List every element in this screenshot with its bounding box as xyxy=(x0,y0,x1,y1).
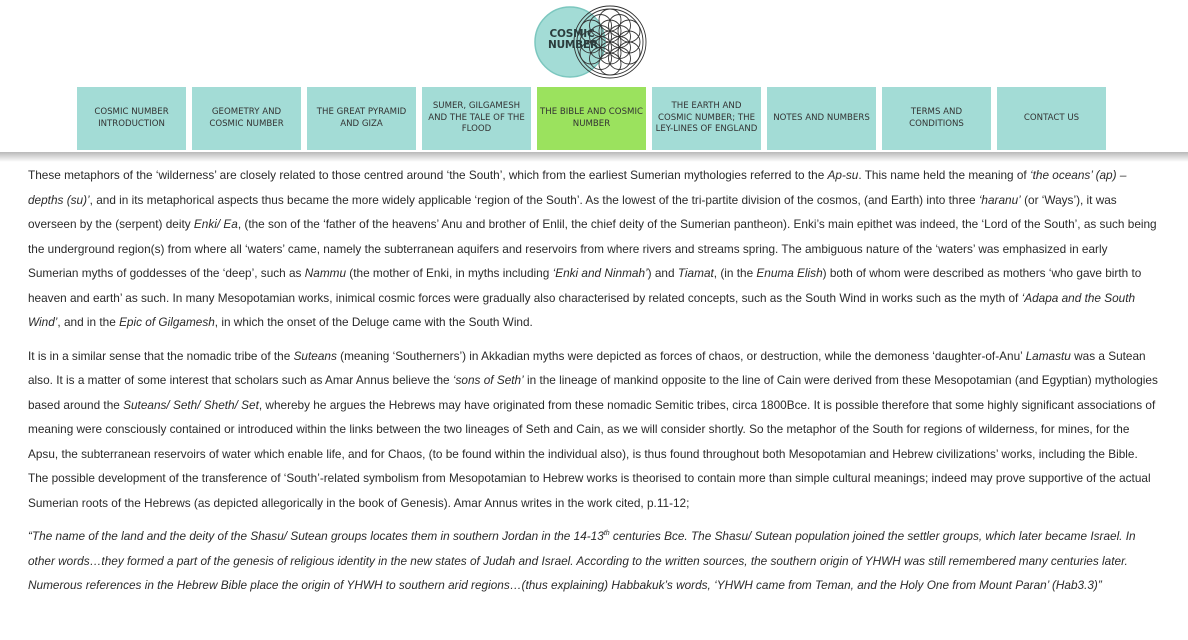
text-run: (or ‘Ways’), it was overseen by the (serpent) deity xyxy=(28,192,1117,231)
nav-item-label: THE GREAT PYRAMID AND GIZA xyxy=(316,107,407,129)
nav-item-sumer-gilgamesh[interactable] xyxy=(422,87,531,150)
nav-item-earth-and-ley-lines[interactable] xyxy=(652,87,761,150)
emphasis-lamastu: Lamastu xyxy=(1025,348,1071,363)
logo-line-2: NUMBER xyxy=(548,39,598,51)
nav-item-label: GEOMETRY AND COSMIC NUMBER xyxy=(209,107,284,129)
emphasis-adapa: ‘Adapa and the South Wind’ xyxy=(28,290,1136,329)
emphasis-enki-ninmah: ‘Enki and Ninmah’ xyxy=(552,266,648,280)
text-run: (meaning ‘Southerners’) in Akkadian myths were depicted as forces of chaos, or destruction, while the demoness ‘daughter-of-Anu’ xyxy=(336,348,1026,363)
nav-item-great-pyramid[interactable] xyxy=(307,87,416,150)
nav-item-label: TERMS AND CONDITIONS xyxy=(909,107,964,129)
logo-line-1: COSMIC xyxy=(549,28,595,40)
emphasis-suteans-seth: Suteans/ Seth/ Sheth/ Set xyxy=(123,397,259,412)
text-run: , (the son of the ‘father of the heavens’ Anu and brother of Enlil, the chief deity of the Sumerian pantheon). Enki’s main epithet was indeed, the ‘Lord of the South’, as such being the underground region(s) from where all ‘waters’ came, namely the subterranean aquifers and reservoirs from where rivers and streams spring. The ambiguous nature of the ‘waters’ was emphasized in early Sumerian myths of goddesses of the ‘deep’, such as xyxy=(28,217,1157,280)
text-run: These metaphors of the ‘wilderness’ are closely related to those centred around ‘the South’, which from the earliest Sumerian mythologies referred to the xyxy=(28,168,828,182)
article-body xyxy=(28,163,1158,607)
nav-item-cosmic-number-introduction[interactable] xyxy=(77,87,186,150)
text-run: was a Sutean also. It is a matter of some interest that scholars such as Amar Annus believe the xyxy=(28,348,1146,387)
text-run: in the lineage of mankind opposite to the line of Cain were derived from these Mesopotamian (and Egyptian) mythologies based around the xyxy=(28,373,1158,412)
emphasis-haranu: ‘haranu’ xyxy=(978,192,1021,207)
nav-item-terms-and-conditions[interactable] xyxy=(882,87,991,150)
text-run: , (in the xyxy=(713,266,757,280)
emphasis-nammu: Nammu xyxy=(304,266,347,280)
nav-item-bible-and-cosmic-number[interactable] xyxy=(537,87,646,150)
nav-item-label: CONTACT US xyxy=(1023,112,1080,123)
text-run: . This name held the meaning of xyxy=(858,168,1030,182)
nav-item-contact-us[interactable] xyxy=(997,87,1106,150)
text-run: , and in its metaphorical aspects thus became the more widely applicable ‘region of the South’. As the lowest of the tri-partite division of the cosmos, (and Earth) into three xyxy=(89,192,979,207)
superscript: th xyxy=(603,530,610,538)
emphasis-suteans: Suteans xyxy=(293,348,337,363)
emphasis-sons-of-seth: ‘sons of Seth’ xyxy=(452,373,524,387)
emphasis-oceans-depths: ‘the oceans’ (ap) – depths (su)’ xyxy=(28,168,1127,207)
logo-text[interactable] xyxy=(548,29,596,51)
nav-item-label: SUMER, GILGAMESH AND THE TALE OF THE FLOOD xyxy=(428,101,525,135)
text-run: It is in a similar sense that the nomadic tribe of the xyxy=(28,348,294,363)
emphasis-epic-of-gilgamesh: Epic of Gilgamesh xyxy=(119,315,215,329)
nav-item-label: THE BIBLE AND COSMIC NUMBER xyxy=(540,107,643,129)
header-divider xyxy=(0,152,1188,162)
site-header xyxy=(0,0,1188,160)
paragraph-1 xyxy=(28,163,1158,335)
nav-item-label: NOTES AND NUMBERS xyxy=(773,112,870,123)
text-run: ) both of whom were described as mothers ‘who gave birth to heaven and earth’ as such. In many Mesopotamian works, inimical cosmic forces were gradually also characterised by related concepts, such as the South Wind in works such as the myth of xyxy=(28,266,1142,305)
emphasis-enki-ea: Enki/ Ea xyxy=(193,217,238,231)
text-run: (the mother of Enki, in myths including xyxy=(346,266,553,280)
nav-item-notes-and-numbers[interactable] xyxy=(767,87,876,150)
nav-item-label: COSMIC NUMBER INTRODUCTION xyxy=(94,107,169,129)
text-run: , whereby he argues the Hebrews may have originated from these nomadic Semitic tribes, circa 1800Bce. It is possible therefore that some highly significant associations of meaning were consciously contained or introduced within the links between the two lineages of Seth and Cain, as we will consider shortly. So the metaphor of the South for regions of wilderness, for mines, for the Apsu, the subterranean reservoirs of water which enable life, and for Chaos, (to be found within the individual also), is thus found throughout both Mesopotamian and Hebrew civilizations’ works, including the Bible. The possible development of the transference of ‘South’-related symbolism from Mesopotamian to Hebrew works is theorised to contain more than simple cultural meanings; indeed may prove supportive of the actual Sumerian roots of the Hebrews (as depicted allegorically in the book of Genesis). Amar Annus writes in the work cited, p.11-12; xyxy=(28,397,1156,510)
nav-item-geometry-and-cosmic-number[interactable] xyxy=(192,87,301,150)
text-run: ) and xyxy=(647,266,678,280)
blockquote xyxy=(28,524,1158,598)
paragraph-2 xyxy=(28,344,1158,516)
emphasis-ap-su: Ap-su xyxy=(827,168,859,182)
quote-text: “The name of the land and the deity of the Shasu/ Sutean groups locates them in southern Jordan in the 14-13 xyxy=(28,529,604,543)
emphasis-enuma-elish: Enuma Elish xyxy=(756,266,823,280)
text-run: , in which the onset of the Deluge came with the South Wind. xyxy=(214,315,533,329)
quote-text: centuries Bce. The Shasu/ Sutean population joined the settler groups, which later became Israel. In other words…they formed a part of the genesis of religious identity in the new states of Judah and Israel. According to the written sources, the southern origin of YHWH was still remembered many centuries later. Numerous references in the Hebrew Bible place the origin of YHWH to southern arid regions…(thus explaining) Habbakuk’s words, ‘YHWH came from Teman, and the Holy One from Mount Paran’ (Hab3.3)” xyxy=(28,529,1136,592)
text-run: , and in the xyxy=(57,315,120,329)
nav-item-label: THE EARTH AND COSMIC NUMBER; THE LEY-LINES OF ENGLAND xyxy=(655,101,758,135)
emphasis-tiamat: Tiamat xyxy=(677,266,714,280)
